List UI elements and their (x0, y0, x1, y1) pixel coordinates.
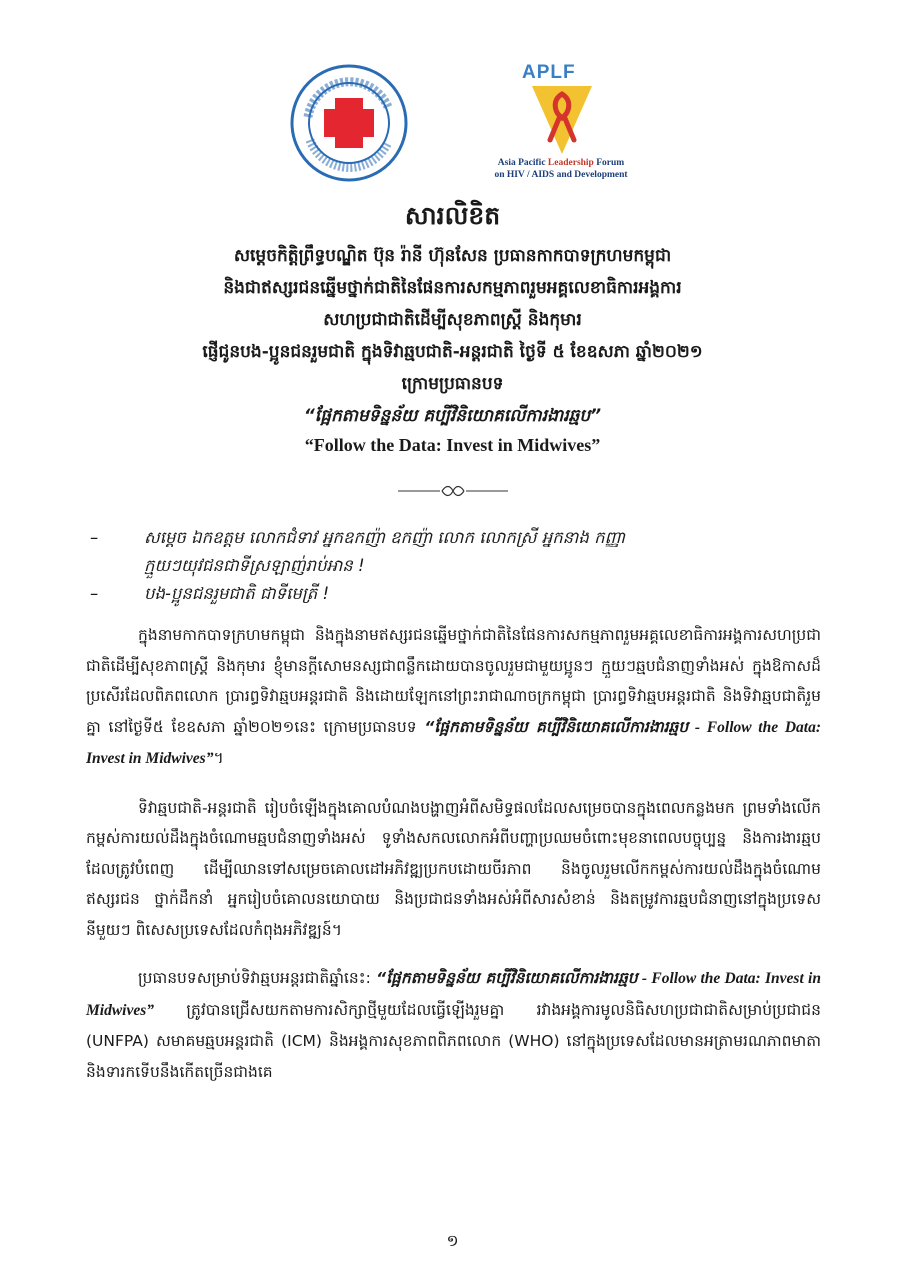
list-dash: – (90, 584, 99, 603)
list-dash: – (90, 528, 99, 547)
greeting-line-2: បង-ប្អូនជនរួមជាតិ ជាទីមេត្រី ! (144, 584, 330, 603)
paragraph-3-theme-khmer: “ផ្អែកតាមទិន្នន័យ គប្បីវិនិយោគលើការងារឆ្មប (376, 969, 638, 987)
paragraph-2: ទិវាឆ្មបជាតិ-អន្តរជាតិ រៀបចំឡើងក្នុងគោលបំណងបង្ហាញអំពីសមិទ្ធផលដែលសម្រេចបានក្នុងពេលកន្លងមក ព្រមទាំងលើកកម្ពស់ការយល់ដឹងក្នុងចំណោមឆ្មបជំនាញទាំងអស់ ទូទាំងសកលលោកអំពីបញ្ហាប្រឈមចំពោះមុខនាពេលបច្ចុប្បន្ន និងការងារឆ្មបដែលត្រូវបំពេញ ដើម្បីឈានទៅសម្រេចគោលដៅអភិវឌ្ឍប្រកបដោយចីរភាព និងចូលរួមលើកកម្ពស់ការយល់ដឹងក្នុងចំណោមឥស្សរជន ថ្នាក់ដឹកនាំ អ្នករៀបចំគោលនយោបាយ និងប្រជាជនទាំងអស់អំពីសារសំខាន់ និងតម្រូវការឆ្មបជំនាញនៅក្នុងប្រទេសនីមួយៗ ពិសេសប្រទេសដែលកំពុងអភិវឌ្ឍន៍។ (86, 798, 821, 939)
red-cross-logo (288, 62, 410, 184)
red-cross-emblem-icon (288, 62, 410, 184)
page-number: ១ (446, 1231, 459, 1250)
ornament-divider-icon (398, 484, 508, 498)
aplf-name-line2: on HIV / AIDS and Development (494, 170, 628, 180)
aplf-abbreviation: APLF (522, 62, 576, 83)
heading-line-5: ក្រោមប្រធានបទ (401, 374, 504, 394)
heading-line-1: សម្តេចកិត្តិព្រឹទ្ធបណ្ឌិត ប៊ុន រ៉ានី ហ៊ុនសែន ប្រធានកាកបាទក្រហមកម្ពុជា (233, 246, 672, 266)
greeting-line-1a: សម្តេច ឯកឧត្តម លោកជំទាវ អ្នកឧកញ៉ា ឧកញ៉ា លោក លោកស្រី អ្នកនាង កញ្ញា (144, 528, 626, 547)
greeting-item (90, 580, 850, 608)
theme-english: “Follow the Data: Invest in Midwives” (304, 435, 601, 455)
heading-line-2: និងជាឥស្សរជនឆ្នើមថ្នាក់ជាតិនៃផែនការសកម្មភាពរួមអគ្គលេខាធិការអង្គការ (223, 278, 682, 298)
heading-line-3: សហប្រជាជាតិដើម្បីសុខភាពស្ត្រី និងកុមារ (323, 310, 582, 330)
theme-khmer: “ផ្អែកតាមទិន្នន័យ គប្បីវិនិយោគលើការងារឆ្មប” (303, 406, 602, 426)
paragraph-1-end: ។ (213, 749, 224, 767)
heading-line-4: ផ្ញើជូនបង-ប្អូនជនរួមជាតិ ក្នុងទិវាឆ្មបជាតិ-អន្តរជាតិ ថ្ងៃទី ៥ ខែឧសភា ឆ្នាំ២០២១ (202, 342, 703, 362)
letter-body (86, 620, 821, 1105)
letter-heading (110, 200, 795, 458)
greeting-item (90, 524, 850, 580)
paragraph-3-lead: ប្រធានបទសម្រាប់ទិវាឆ្មបអន្តរជាតិឆ្នាំនេះ: (138, 969, 377, 987)
greeting-line-1b: ក្មួយៗយុវជនជាទីស្រឡាញ់រាប់អាន ! (144, 556, 365, 575)
red-ribbon-icon (532, 86, 592, 156)
greeting-list (90, 524, 850, 608)
paragraph-3 (86, 963, 821, 1087)
letter-title: សារលិខិត (404, 201, 501, 230)
aplf-logo (480, 62, 640, 184)
aplf-name-line1: Asia Pacific Leadership Forum (497, 158, 625, 168)
paragraph-3-theme-english: - Follow the Data: Invest in Midwives” (86, 970, 821, 1019)
paragraph-1-theme-khmer: “ផ្អែកតាមទិន្នន័យ គប្បីវិនិយោគលើការងារឆ្មប (424, 717, 689, 736)
paragraph-1-theme-english: - Follow the Data: Invest in Midwives” (86, 718, 821, 767)
paragraph-1-text: ក្នុងនាមកាកបាទក្រហមកម្ពុជា និងក្នុងនាមឥស្សរជនឆ្នើមថ្នាក់ជាតិនៃផែនការសកម្មភាពរួមអគ្គលេខាធិការអង្គការសហប្រជាជាតិដើម្បីសុខភាពស្ត្រី និងកុមារ ខ្ញុំមានក្តីសោមនស្សជាពន្លឹកដោយបានចូលរួមជាមួយប្អូនៗ ក្មួយៗឆ្មបជំនាញទាំងអស់ ក្នុងឱកាសដ៏ប្រសើរដែលពិភពលោក ប្រារព្ធទិវាឆ្មបអន្តរជាតិ និងដោយឡែកនៅព្រះរាជាណាចក្រកម្ពុជា ប្រារព្ធទិវាឆ្មបអន្តរជាតិ និងទិវាឆ្មបជាតិរួមគ្នា នៅថ្ងៃទី៥ ខែឧសភា ឆ្នាំ២០២១នេះ ក្រោមប្រធានបទ (86, 626, 821, 736)
paragraph-3-text: ត្រូវបានជ្រើសយកតាមការសិក្សាថ្មីមួយដែលធ្វើឡើងរួមគ្នា រវាងអង្គការមូលនិធិសហប្រជាជាតិសម្រាប់ប្រជាជន (UNFPA) សមាគមឆ្មបអន្តរជាតិ (ICM) និងអង្គការសុខភាពពិភពលោក (WHO) នៅក្នុងប្រទេសដែលមានអត្រាមរណភាពមាតា និងទារកទើបនឹងកើតច្រើនជាងគេ (86, 1000, 821, 1081)
paragraph-1 (86, 620, 821, 775)
